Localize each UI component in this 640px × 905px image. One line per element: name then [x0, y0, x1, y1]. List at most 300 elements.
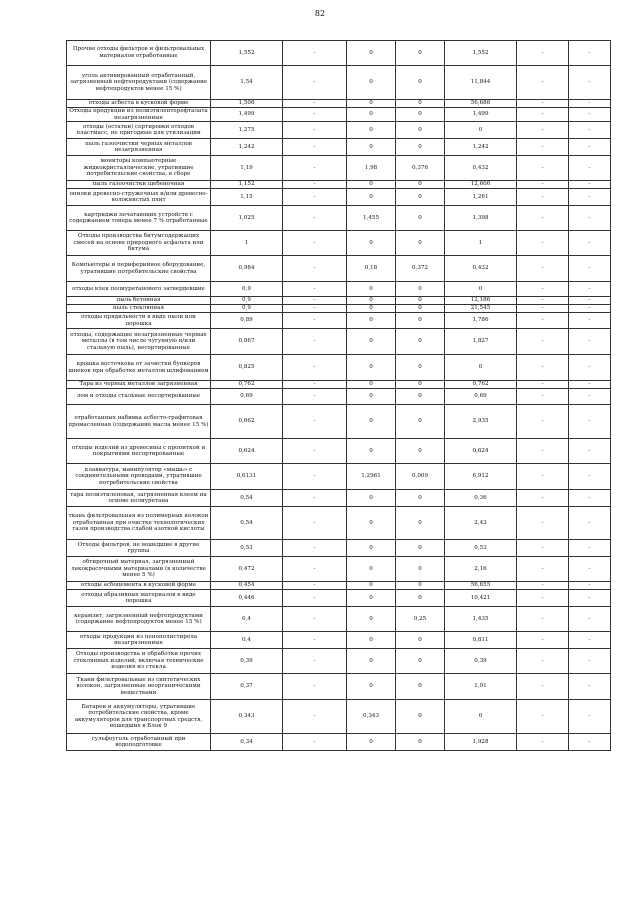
value-cell-2: - [283, 139, 347, 156]
value-cell-3: 0 [347, 41, 396, 66]
waste-name-cell: отработанных набивка асбесто-графитовая промасленная (содержание масла менее 15 %) [67, 405, 211, 439]
value-cell-2: - [283, 256, 347, 282]
table-row [67, 41, 611, 66]
value-cell-7: - [569, 490, 611, 507]
value-cell-4: 0 [396, 282, 445, 297]
value-cell-7: - [569, 582, 611, 590]
value-cell-4: 0,376 [396, 156, 445, 181]
value-cell-1: 0,825 [211, 355, 283, 381]
value-cell-2: - [283, 329, 347, 355]
value-cell-7: - [569, 700, 611, 734]
table-row [67, 189, 611, 206]
value-cell-5: 1,261 [445, 189, 517, 206]
table-row [67, 122, 611, 139]
value-cell-5: 0,762 [445, 381, 517, 389]
waste-name-cell: отходы клея полиуретанового затвердевшие [67, 282, 211, 297]
table-row [67, 181, 611, 189]
value-cell-5: 0,53 [445, 540, 517, 557]
value-cell-1: 0,4 [211, 607, 283, 632]
waste-name-cell: пыль стеклянная [67, 305, 211, 313]
value-cell-3: 0,18 [347, 256, 396, 282]
value-cell-6: - [517, 156, 569, 181]
value-cell-2: - [283, 607, 347, 632]
value-cell-4: 0 [396, 189, 445, 206]
value-cell-2: - [283, 632, 347, 649]
value-cell-4: 0 [396, 557, 445, 582]
value-cell-2: - [283, 108, 347, 122]
value-cell-4: 0 [396, 122, 445, 139]
waste-table [66, 40, 611, 751]
value-cell-1: 0,9 [211, 305, 283, 313]
table-row [67, 607, 611, 632]
value-cell-3: 0 [347, 607, 396, 632]
value-cell-6: - [517, 256, 569, 282]
value-cell-3: 0 [347, 297, 396, 305]
value-cell-1: 0,343 [211, 700, 283, 734]
value-cell-6: - [517, 607, 569, 632]
value-cell-7: - [569, 355, 611, 381]
waste-name-cell: пыль газоочистки черных металлов незагрязненная [67, 139, 211, 156]
value-cell-7: - [569, 181, 611, 189]
value-cell-1: 1,506 [211, 100, 283, 108]
value-cell-1: 1,025 [211, 206, 283, 231]
value-cell-3: 0 [347, 490, 396, 507]
waste-name-cell: опилки древесно-стружечных и/или древесно-волокнистых плит [67, 189, 211, 206]
value-cell-5: 0,36 [445, 490, 517, 507]
value-cell-7: - [569, 297, 611, 305]
waste-name-cell: отходы асбеста в кусковой форме [67, 100, 211, 108]
table-row [67, 582, 611, 590]
table-row [67, 490, 611, 507]
value-cell-1: 0,624 [211, 439, 283, 464]
value-cell-5: 56,686 [445, 100, 517, 108]
table-row [67, 590, 611, 607]
value-cell-6: - [517, 632, 569, 649]
waste-name-cell: клавиатура, манипулятор «мышь» с соединительными проводами, утратившие потребительские свойства [67, 464, 211, 490]
value-cell-6: - [517, 108, 569, 122]
waste-name-cell: Отходы производства битумсодержащих смесей на основе природного асфальта или битума [67, 231, 211, 256]
value-cell-7: - [569, 189, 611, 206]
value-cell-7: - [569, 206, 611, 231]
value-cell-3: 0 [347, 507, 396, 540]
value-cell-2: - [283, 590, 347, 607]
value-cell-3: 0,343 [347, 700, 396, 734]
value-cell-6: - [517, 282, 569, 297]
table-row [67, 700, 611, 734]
value-cell-1: 0,34 [211, 734, 283, 751]
value-cell-2: - [283, 156, 347, 181]
table-row [67, 206, 611, 231]
value-cell-1: 0,53 [211, 540, 283, 557]
value-cell-6: - [517, 66, 569, 100]
page-number: 82 [314, 9, 326, 18]
value-cell-6: - [517, 206, 569, 231]
value-cell-7: - [569, 540, 611, 557]
value-cell-3: 0 [347, 305, 396, 313]
value-cell-4: 0 [396, 355, 445, 381]
value-cell-7: - [569, 674, 611, 700]
value-cell-3: 0 [347, 582, 396, 590]
value-cell-5: 21,545 [445, 305, 517, 313]
value-cell-6: - [517, 590, 569, 607]
waste-name-cell: крошка восточкова от зачистки бункеров шнеков при обработке металлов шлифованием [67, 355, 211, 381]
value-cell-4: 0 [396, 507, 445, 540]
table-row [67, 100, 611, 108]
value-cell-2: - [283, 649, 347, 674]
value-cell-5: 2,43 [445, 507, 517, 540]
value-cell-5: 6,912 [445, 464, 517, 490]
value-cell-7: - [569, 256, 611, 282]
value-cell-4: 0 [396, 297, 445, 305]
value-cell-6: - [517, 189, 569, 206]
value-cell-4: 0 [396, 66, 445, 100]
value-cell-5: 0,811 [445, 632, 517, 649]
value-cell-1: 1,15 [211, 189, 283, 206]
waste-name-cell: отходы продукции из пенополистирола незагрязненные [67, 632, 211, 649]
table-row [67, 313, 611, 329]
value-cell-7: - [569, 389, 611, 405]
value-cell-3: 0 [347, 189, 396, 206]
value-cell-1: 0,472 [211, 557, 283, 582]
value-cell-4: 0 [396, 590, 445, 607]
value-cell-7: - [569, 607, 611, 632]
value-cell-7: - [569, 282, 611, 297]
value-cell-2: - [283, 231, 347, 256]
value-cell-6: - [517, 181, 569, 189]
table-row [67, 139, 611, 156]
value-cell-5: 0 [445, 700, 517, 734]
value-cell-2: - [283, 100, 347, 108]
waste-name-cell: Батареи и аккумуляторы, утратившие потребительские свойства, кроме аккумуляторов для транспортных средств, вошедших в Блок 9 [67, 700, 211, 734]
value-cell-4: 0 [396, 632, 445, 649]
table-row [67, 734, 611, 751]
value-cell-3: 0 [347, 557, 396, 582]
value-cell-1: 0,662 [211, 405, 283, 439]
value-cell-7: - [569, 632, 611, 649]
value-cell-3: 0 [347, 282, 396, 297]
value-cell-1: 0,37 [211, 674, 283, 700]
value-cell-4: 0 [396, 41, 445, 66]
value-cell-1: 0,4 [211, 632, 283, 649]
value-cell-3: 0 [347, 632, 396, 649]
waste-name-cell: уголь активированный отработанный, загрязненный нефтепродуктами (содержание нефтепродуктов менее 15 %) [67, 66, 211, 100]
value-cell-3: 0 [347, 734, 396, 751]
value-cell-1: 1,152 [211, 181, 283, 189]
value-cell-2: - [283, 355, 347, 381]
table-row [67, 674, 611, 700]
value-cell-2: - [283, 206, 347, 231]
value-cell-4: 0 [396, 329, 445, 355]
value-cell-5: 1,552 [445, 41, 517, 66]
table-row [67, 355, 611, 381]
value-cell-4: 0 [396, 490, 445, 507]
waste-name-cell: отходы, содержащие незагрязненные черные металлы (в том числе чугунную и/или стальную пыль), несортированные [67, 329, 211, 355]
value-cell-4: 0 [396, 700, 445, 734]
value-cell-6: - [517, 122, 569, 139]
table-row [67, 649, 611, 674]
value-cell-7: - [569, 122, 611, 139]
value-cell-5: 0,69 [445, 389, 517, 405]
value-cell-7: - [569, 305, 611, 313]
value-cell-5: 1 [445, 231, 517, 256]
waste-name-cell: Отходы продукции из полиэтилентерефталата незагрязненные [67, 108, 211, 122]
table-row [67, 282, 611, 297]
table-row [67, 305, 611, 313]
value-cell-2: - [283, 189, 347, 206]
table-row [67, 405, 611, 439]
table-row [67, 557, 611, 582]
value-cell-1: 1,275 [211, 122, 283, 139]
value-cell-3: 0 [347, 405, 396, 439]
value-cell-6: - [517, 313, 569, 329]
value-cell-2: - [283, 282, 347, 297]
value-cell-4: 0 [396, 649, 445, 674]
value-cell-6: - [517, 540, 569, 557]
value-cell-2: - [283, 405, 347, 439]
value-cell-3: 0 [347, 540, 396, 557]
waste-name-cell: пыль газоочистки щебеночная [67, 181, 211, 189]
waste-name-cell: Компьютеры и периферийное оборудование, утратившие потребительские свойства [67, 256, 211, 282]
value-cell-2: - [283, 734, 347, 751]
value-cell-1: 0,9 [211, 297, 283, 305]
waste-name-cell: Прочие отходы фильтров и фильтровальных материалов отработанные [67, 41, 211, 66]
value-cell-4: 0 [396, 100, 445, 108]
value-cell-2: - [283, 41, 347, 66]
value-cell-2: - [283, 557, 347, 582]
value-cell-1: 0,762 [211, 381, 283, 389]
value-cell-5: 0 [445, 282, 517, 297]
value-cell-5: 12,606 [445, 181, 517, 189]
value-cell-2: - [283, 439, 347, 464]
value-cell-7: - [569, 649, 611, 674]
value-cell-3: 0 [347, 649, 396, 674]
value-cell-5: 0 [445, 122, 517, 139]
value-cell-1: 1,552 [211, 41, 283, 66]
value-cell-3: 0 [347, 122, 396, 139]
value-cell-2: - [283, 181, 347, 189]
value-cell-2: - [283, 305, 347, 313]
value-cell-4: 0,009 [396, 464, 445, 490]
value-cell-1: 1,242 [211, 139, 283, 156]
value-cell-4: 0 [396, 674, 445, 700]
value-cell-3: 0 [347, 329, 396, 355]
waste-name-cell: лом и отходы стальные несортированные [67, 389, 211, 405]
value-cell-1: 1 [211, 231, 283, 256]
waste-name-cell: обтирочный материал, загрязненный лакокрасочными материалами (в количестве менее 5 %) [67, 557, 211, 582]
value-cell-3: 1,2961 [347, 464, 396, 490]
table-row [67, 108, 611, 122]
value-cell-6: - [517, 490, 569, 507]
value-cell-1: 0,39 [211, 649, 283, 674]
value-cell-4: 0 [396, 389, 445, 405]
value-cell-2: - [283, 490, 347, 507]
value-cell-6: - [517, 231, 569, 256]
value-cell-7: - [569, 405, 611, 439]
value-cell-4: 0 [396, 582, 445, 590]
value-cell-2: - [283, 674, 347, 700]
value-cell-1: 0,69 [211, 389, 283, 405]
value-cell-1: 0,867 [211, 329, 283, 355]
value-cell-5: 2,16 [445, 557, 517, 582]
waste-name-cell: сульфоуголь отработанный при водоподготовке [67, 734, 211, 751]
table-row [67, 389, 611, 405]
table-row [67, 156, 611, 181]
value-cell-5: 1,786 [445, 313, 517, 329]
value-cell-3: 0 [347, 181, 396, 189]
value-cell-3: 0 [347, 139, 396, 156]
value-cell-6: - [517, 297, 569, 305]
table-row [67, 329, 611, 355]
value-cell-4: 0 [396, 439, 445, 464]
value-cell-7: - [569, 313, 611, 329]
value-cell-2: - [283, 464, 347, 490]
value-cell-6: - [517, 700, 569, 734]
value-cell-5: 1,827 [445, 329, 517, 355]
table-row [67, 66, 611, 100]
waste-name-cell: отходы прядильности в виде пыли или порошка [67, 313, 211, 329]
value-cell-4: 0 [396, 181, 445, 189]
value-cell-6: - [517, 464, 569, 490]
value-cell-3: 0 [347, 313, 396, 329]
value-cell-7: - [569, 329, 611, 355]
value-cell-4: 0 [396, 206, 445, 231]
value-cell-4: 0 [396, 734, 445, 751]
value-cell-3: 1,98 [347, 156, 396, 181]
value-cell-3: 0 [347, 100, 396, 108]
waste-name-cell: Тара из черных металлов загрязненная [67, 381, 211, 389]
value-cell-1: 0,89 [211, 313, 283, 329]
value-cell-6: - [517, 734, 569, 751]
value-cell-5: 0 [445, 355, 517, 381]
value-cell-5: 1,242 [445, 139, 517, 156]
table-row [67, 439, 611, 464]
value-cell-5: 0,432 [445, 256, 517, 282]
value-cell-5: 1,91 [445, 674, 517, 700]
table-row [67, 540, 611, 557]
table-row [67, 256, 611, 282]
value-cell-2: - [283, 297, 347, 305]
value-cell-6: - [517, 329, 569, 355]
value-cell-2: - [283, 66, 347, 100]
value-cell-5: 1,499 [445, 108, 517, 122]
value-cell-1: 1,499 [211, 108, 283, 122]
value-cell-5: 11,844 [445, 66, 517, 100]
value-cell-6: - [517, 41, 569, 66]
value-cell-7: - [569, 507, 611, 540]
value-cell-3: 0 [347, 355, 396, 381]
value-cell-2: - [283, 540, 347, 557]
value-cell-7: - [569, 156, 611, 181]
value-cell-7: - [569, 108, 611, 122]
waste-name-cell: Ткани фильтровальные из синтетических волокон, загрязненные неорганическими веществами [67, 674, 211, 700]
value-cell-6: - [517, 100, 569, 108]
value-cell-6: - [517, 139, 569, 156]
value-cell-6: - [517, 649, 569, 674]
value-cell-7: - [569, 381, 611, 389]
value-cell-6: - [517, 305, 569, 313]
value-cell-6: - [517, 507, 569, 540]
value-cell-1: 1,54 [211, 66, 283, 100]
value-cell-2: - [283, 582, 347, 590]
value-cell-7: - [569, 66, 611, 100]
waste-name-cell: Отходы производства и обработки прочих стеклянных изделий, включая технические изделия из стекла [67, 649, 211, 674]
waste-name-cell: отходы абразивных материалов в виде порошка [67, 590, 211, 607]
value-cell-6: - [517, 582, 569, 590]
value-cell-6: - [517, 355, 569, 381]
value-cell-4: 0 [396, 108, 445, 122]
value-cell-5: 0,624 [445, 439, 517, 464]
value-cell-5: 56,655 [445, 582, 517, 590]
value-cell-6: - [517, 381, 569, 389]
value-cell-4: 0 [396, 139, 445, 156]
value-cell-3: 0 [347, 231, 396, 256]
value-cell-5: 1,435 [445, 607, 517, 632]
value-cell-4: 0 [396, 381, 445, 389]
waste-name-cell: Отходы фильтров, не вошедшие в другие группы [67, 540, 211, 557]
value-cell-1: 0,54 [211, 490, 283, 507]
value-cell-4: 0,372 [396, 256, 445, 282]
table-row [67, 632, 611, 649]
value-cell-2: - [283, 313, 347, 329]
value-cell-7: - [569, 557, 611, 582]
waste-name-cell: картриджи печатающих устройств с содержанием тонера менее 7 % отработанные [67, 206, 211, 231]
value-cell-1: 0,984 [211, 256, 283, 282]
value-cell-3: 0 [347, 108, 396, 122]
value-cell-6: - [517, 389, 569, 405]
value-cell-3: 0 [347, 389, 396, 405]
value-cell-6: - [517, 405, 569, 439]
value-cell-5: 0,432 [445, 156, 517, 181]
value-cell-7: - [569, 41, 611, 66]
value-cell-4: 0 [396, 231, 445, 256]
value-cell-3: 0 [347, 439, 396, 464]
value-cell-5: 12,186 [445, 297, 517, 305]
value-cell-6: - [517, 557, 569, 582]
value-cell-4: 0 [396, 540, 445, 557]
value-cell-2: - [283, 122, 347, 139]
table-row [67, 507, 611, 540]
table-row [67, 381, 611, 389]
value-cell-7: - [569, 139, 611, 156]
value-cell-5: 2,935 [445, 405, 517, 439]
waste-name-cell: отходы асбоцемента в кусковой форме [67, 582, 211, 590]
value-cell-2: - [283, 700, 347, 734]
table-row [67, 231, 611, 256]
value-cell-2: - [283, 381, 347, 389]
waste-name-cell: мониторы компьютерные жидкокристаллические, утратившие потребительские свойства, в сборе [67, 156, 211, 181]
value-cell-4: 0 [396, 405, 445, 439]
value-cell-4: 0,25 [396, 607, 445, 632]
value-cell-3: 0 [347, 66, 396, 100]
waste-name-cell: пыль бетонная [67, 297, 211, 305]
value-cell-6: - [517, 439, 569, 464]
value-cell-1: 0,54 [211, 507, 283, 540]
value-cell-4: 0 [396, 313, 445, 329]
value-cell-3: 0 [347, 590, 396, 607]
value-cell-4: 0 [396, 305, 445, 313]
value-cell-7: - [569, 734, 611, 751]
value-cell-7: - [569, 231, 611, 256]
value-cell-1: 0,6131 [211, 464, 283, 490]
value-cell-2: - [283, 507, 347, 540]
waste-name-cell: керамзит, загрязненный нефтепродуктами (содержание нефтепродуктов менее 15 %) [67, 607, 211, 632]
value-cell-7: - [569, 464, 611, 490]
value-cell-7: - [569, 439, 611, 464]
value-cell-7: - [569, 590, 611, 607]
value-cell-5: 0,39 [445, 649, 517, 674]
waste-name-cell: тара полиэтиленовая, загрязненная клеем на основе полиуретана [67, 490, 211, 507]
waste-name-cell: отходы изделий из древесины с пропиткой и покрытиями несортированные [67, 439, 211, 464]
